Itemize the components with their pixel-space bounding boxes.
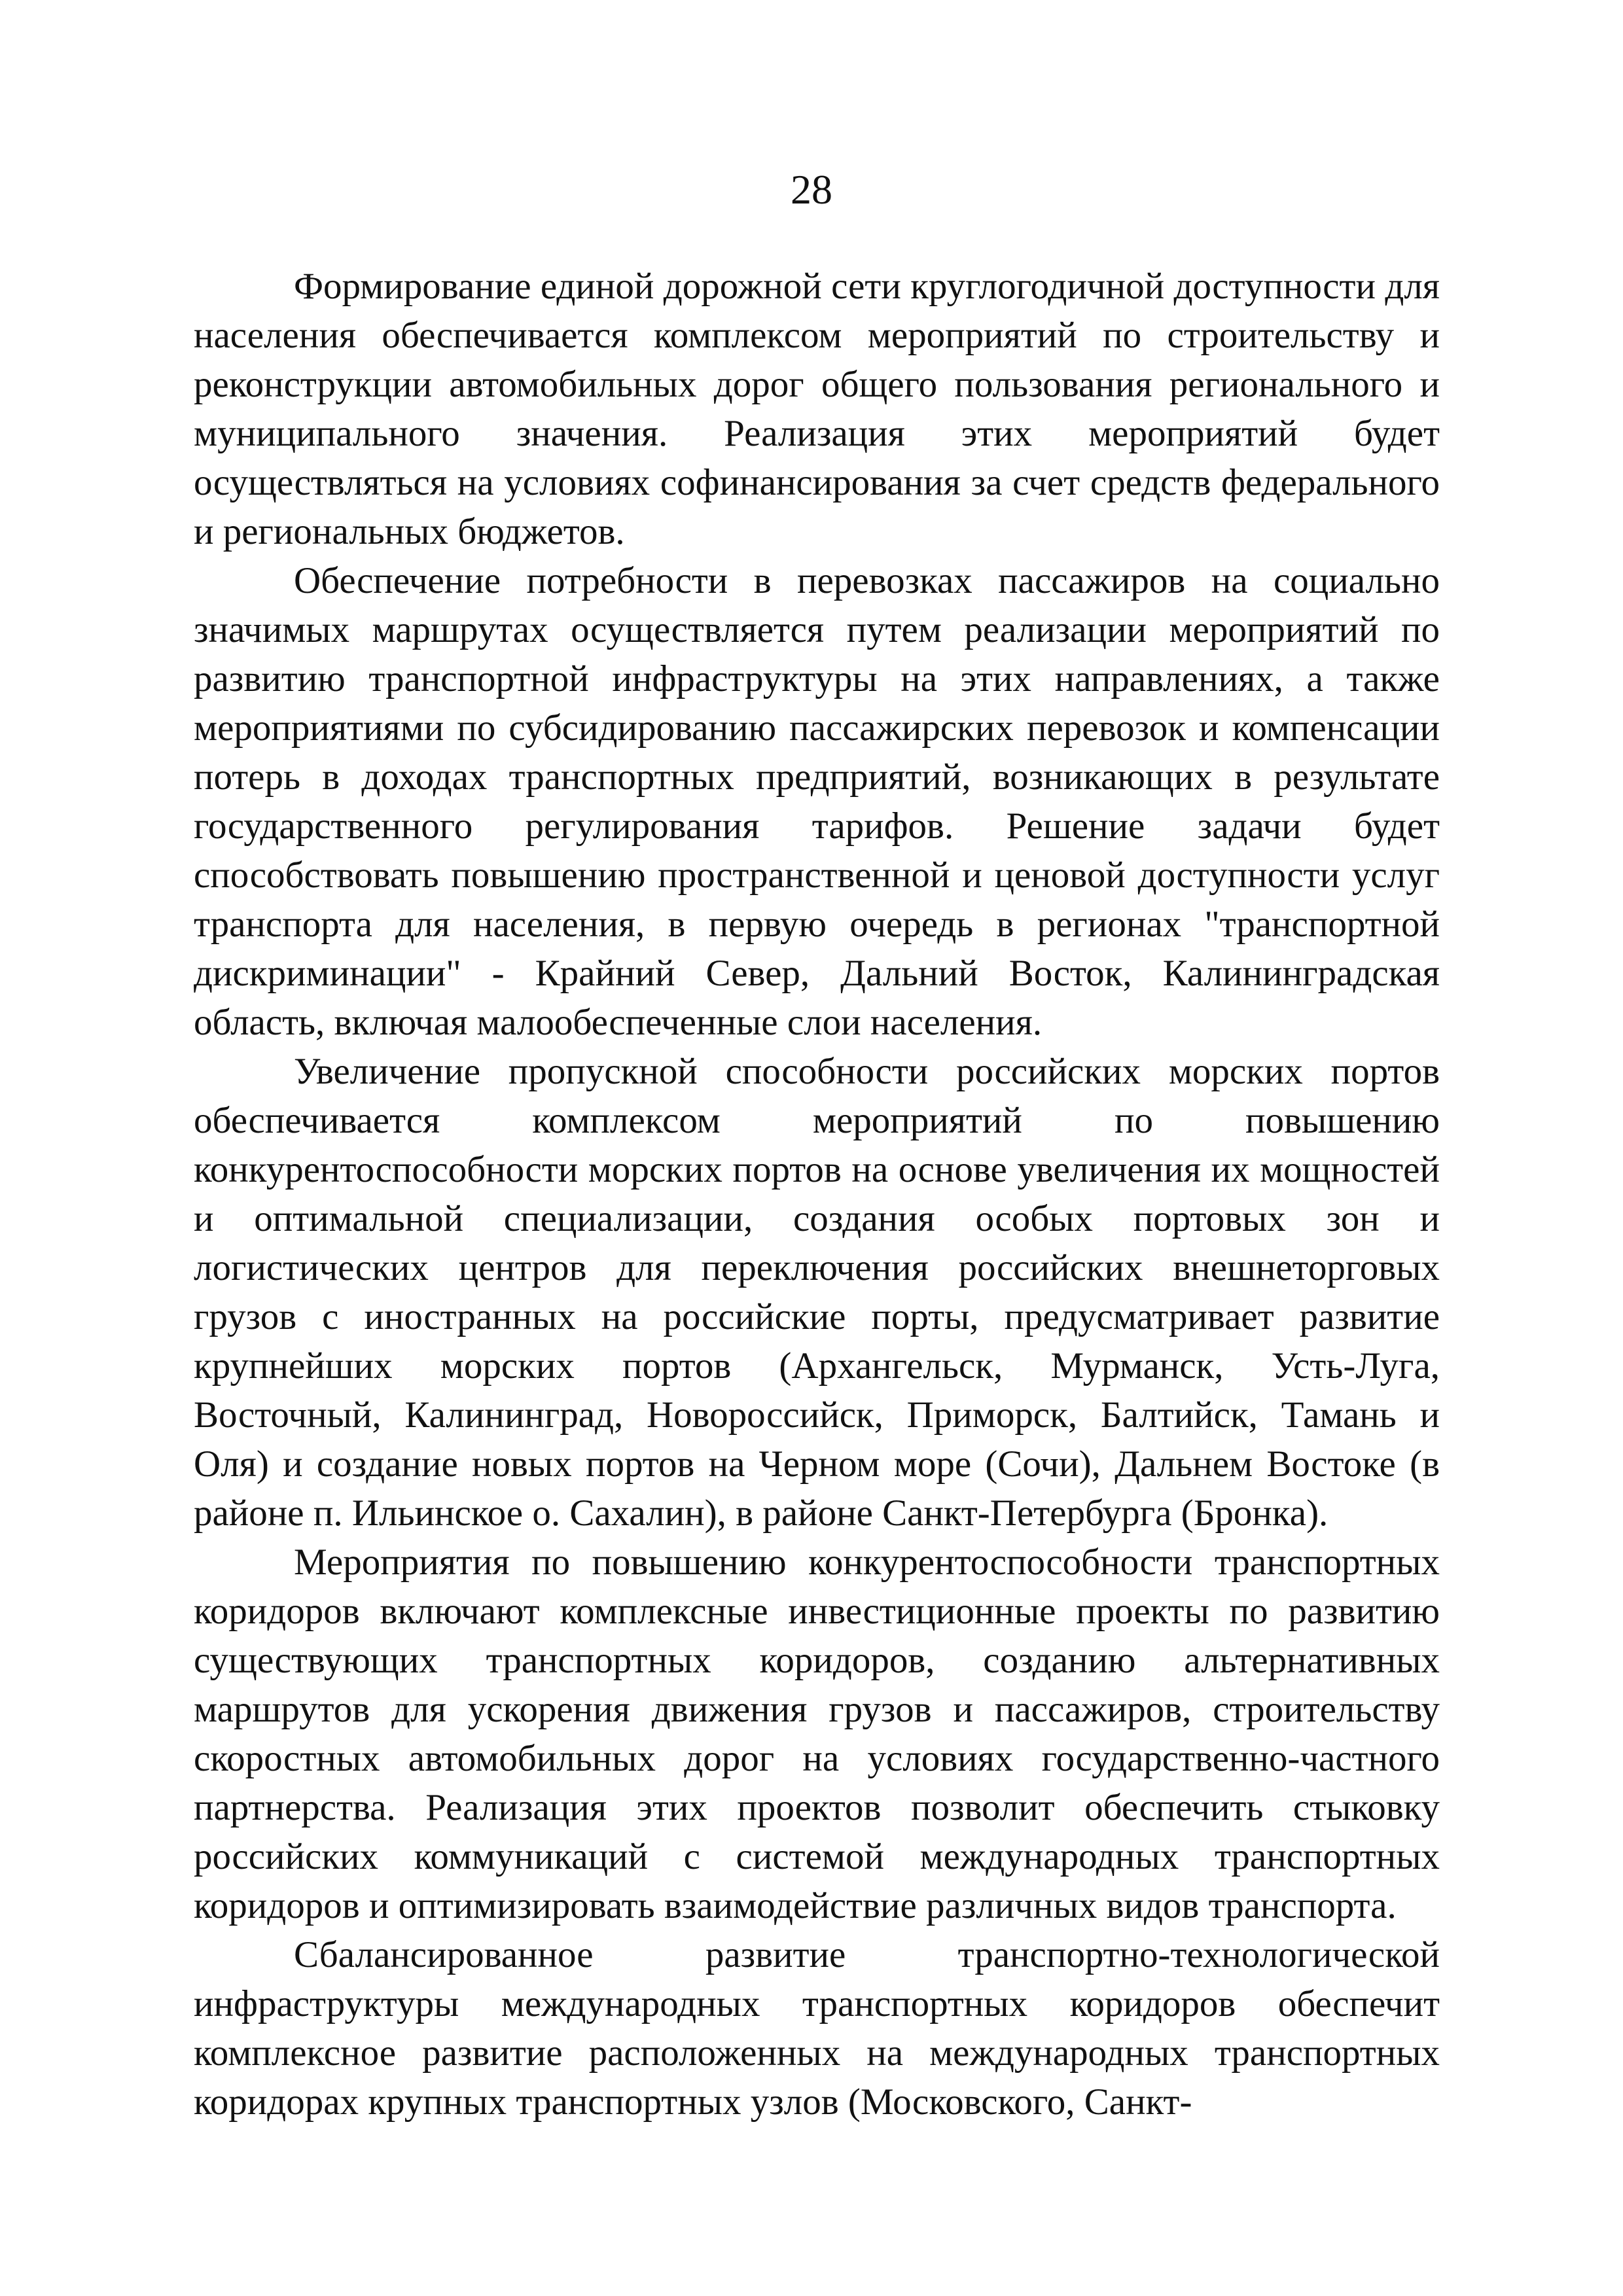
paragraph-passenger-transport: Обеспечение потребности в перевозках пассажиров на социально значимых маршрутах осуществляется путем реализации мероприятий по развитию транспортной инфраструктуры на этих направлениях, а также мероприятиями по субсидированию пассажирских перевозок и компенсации потерь в доходах транспортных предприятий, возникающих в результате государственного регулирования тарифов. Решение задачи будет способствовать повышению пространственной и ценовой доступности услуг транспорта для населения, в первую очередь в регионах "транспортной дискриминации" - Крайний Север, Дальний Восток, Калининградская область, включая малообеспеченные слои населения. xyxy=(194,560,1440,1043)
paragraph-road-network: Формирование единой дорожной сети круглогодичной доступности для населения обеспечивается комплексом мероприятий по строительству и реконструкции автомобильных дорог общего пользования регионального и муниципального значения. Реализация этих мероприятий будет осуществляться на условиях софинансирования за счет средств федерального и региональных бюджетов. xyxy=(194,266,1440,552)
paragraph-transport-corridors: Мероприятия по повышению конкурентоспособности транспортных коридоров включают комплексные инвестиционные проекты по развитию существующих транспортных коридоров, созданию альтернативных маршрутов для ускорения движения грузов и пассажиров, строительству скоростных автомобильных дорог на условиях государственно-частного партнерства. Реализация этих проектов позволит обеспечить стыковку российских коммуникаций с системой международных транспортных коридоров и оптимизировать взаимодействие различных видов транспорта. xyxy=(194,1542,1440,1926)
paragraph-sea-ports: Увеличение пропускной способности российских морских портов обеспечивается комплексом мероприятий по повышению конкурентоспособности морских портов на основе увеличения их мощностей и оптимальной специализации, создания особых портовых зон и логистических центров для переключения российских внешнеторговых грузов с иностранных на российские порты, предусматривает развитие крупнейших морских портов (Архангельск, Мурманск, Усть-Луга, Восточный, Калининград, Новороссийск, Приморск, Балтийск, Тамань и Оля) и создание новых портов на Черном море (Сочи), Дальнем Востоке (в районе п. Ильинское о. Сахалин), в районе Санкт-Петербурга (Бронка). xyxy=(194,1051,1440,1534)
paragraph-infrastructure-development: Сбалансированное развитие транспортно-технологической инфраструктуры международных транспортных коридоров обеспечит комплексное развитие расположенных на международных транспортных коридорах крупных транспортных узлов (Московского, Санкт- xyxy=(194,1934,1440,2123)
body-text xyxy=(194,262,1440,2127)
page-number: 28 xyxy=(791,166,832,213)
